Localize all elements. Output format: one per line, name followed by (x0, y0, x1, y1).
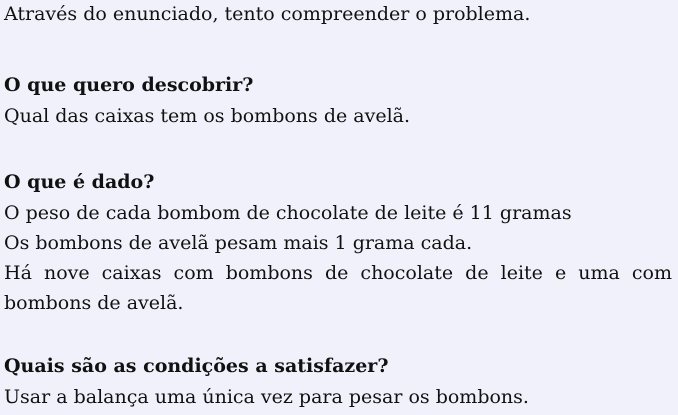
section-text-conditions: Usar a balança uma única vez para pesar os bombons. (4, 386, 529, 408)
section-text-given-2: Os bombons de avelã pesam mais 1 grama cada. (4, 232, 473, 254)
section-heading-conditions: Quais são as condições a satisfazer? (4, 355, 389, 377)
section-text-goal: Qual das caixas tem os bombons de avelã. (4, 105, 411, 127)
section-heading-given: O que é dado? (4, 171, 155, 193)
section-text-given-3: Há nove caixas com bombons de chocolate de leite e uma com bombons de avelã. (4, 262, 672, 314)
section-heading-goal: O que quero descobrir? (4, 74, 254, 96)
intro-text: Através do enunciado, tento compreender o problema. (4, 3, 531, 25)
section-text-given-1: O peso de cada bombom de chocolate de leite é 11 gramas (4, 202, 572, 224)
